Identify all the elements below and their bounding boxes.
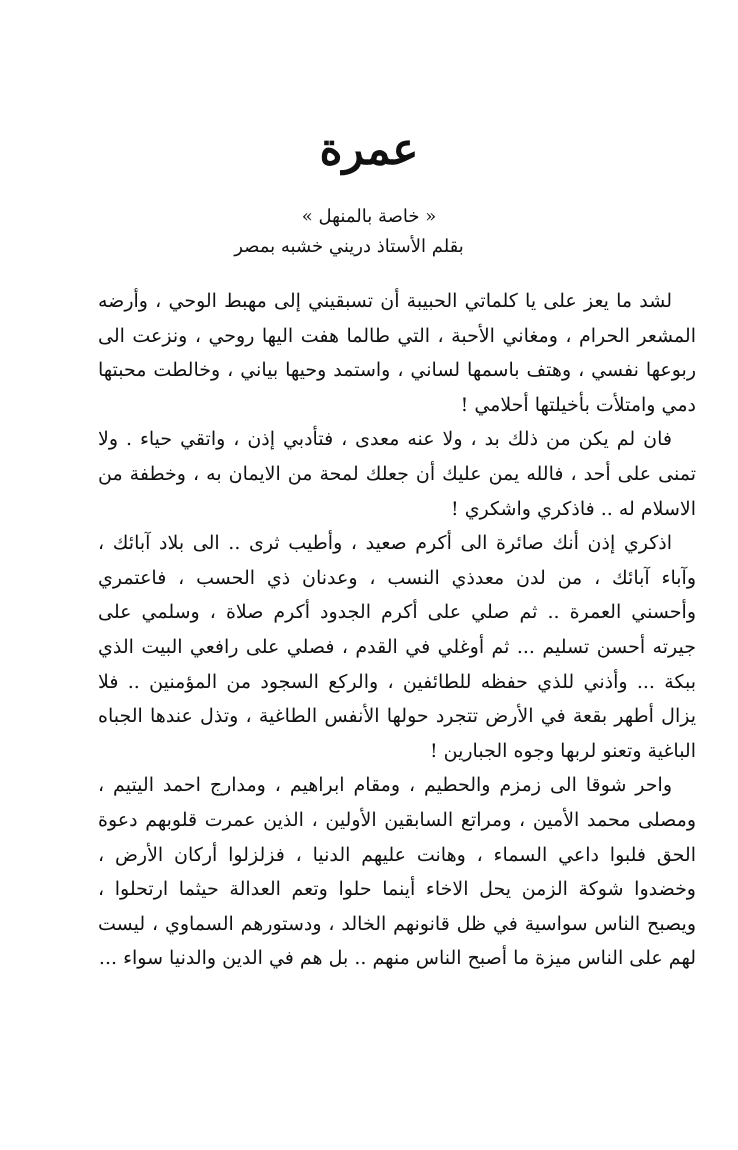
article-title: عمرة bbox=[319, 124, 419, 175]
paragraph-2: فان لم يكن من ذلك بد ، ولا عنه معدى ، فتأدبي إذن ، واتقي حياء . ولا تمنى على أحد ، فالله يمن عليك أن جعلك لمحة من الايمان به ، وخطفة من الاسلام له .. فاذكري واشكري ! bbox=[98, 428, 696, 520]
paragraph-3: اذكري إذن أنك صائرة الى أكرم صعيد ، وأطيب ثرى .. الى بلاد آبائك ، وآباء آبائك ، من لدن معدذي النسب ، وعدنان ذي الحسب ، فاعتمري وأحسني العمرة .. ثم صلي على أكرم الجدود أكرم صلاة ، وسلمي على جيرته أحسن تسليم ... ثم أوغلي في القدم ، فصلي على رافعي البيت الذي ببكة ... وأذني للذي حفظه للطائفين ، والركع السجود من المؤمنين .. فلا يزال أطهر بقعة في الأرض تتجرد حولها الأنفس الطاغية ، وتذل عندها الجباه الباغية وتعنو لربها وجوه الجبارين ! bbox=[98, 532, 696, 762]
article-byline: بقلم الأستاذ دريني خشبه بمصر bbox=[234, 236, 464, 257]
paragraph-1: لشد ما يعز على يا كلماتي الحبيبة أن تسبقيني إلى مهبط الوحي ، وأرضه المشعر الحرام ، ومغاني الأحبة ، التي طالما هفت اليها روحي ، ونزعت الى ربوعها نفسي ، وهتف باسمها لساني ، واستمد وحيها بياني ، وخالطت محبتها دمي وامتلأت بأخيلتها أحلامي ! bbox=[98, 290, 696, 416]
article-subtitle: « خاصة بالمنهل » bbox=[301, 206, 437, 227]
paragraph-4: واحر شوقا الى زمزم والحطيم ، ومقام ابراهيم ، ومدارج احمد اليتيم ، ومصلى محمد الأمين ، ومراتع السابقين الأولين ، الذين عمرت قلوبهم دعوة الحق فلبوا داعي السماء ، وهانت عليهم الدنيا ، فزلزلوا أركان الأرض ، وخضدوا شوكة الزمن يحل الاخاء أينما حلوا وتعم العدالة حيثما ارتحلوا ، ويصبح الناس سواسية في ظل قانونهم الخالد ، ودستورهم السماوي ، ليست لهم على الناس ميزة ما أصبح الناس منهم .. بل هم في الدين والدنيا سواء ... bbox=[98, 774, 696, 970]
article-body bbox=[98, 284, 696, 976]
